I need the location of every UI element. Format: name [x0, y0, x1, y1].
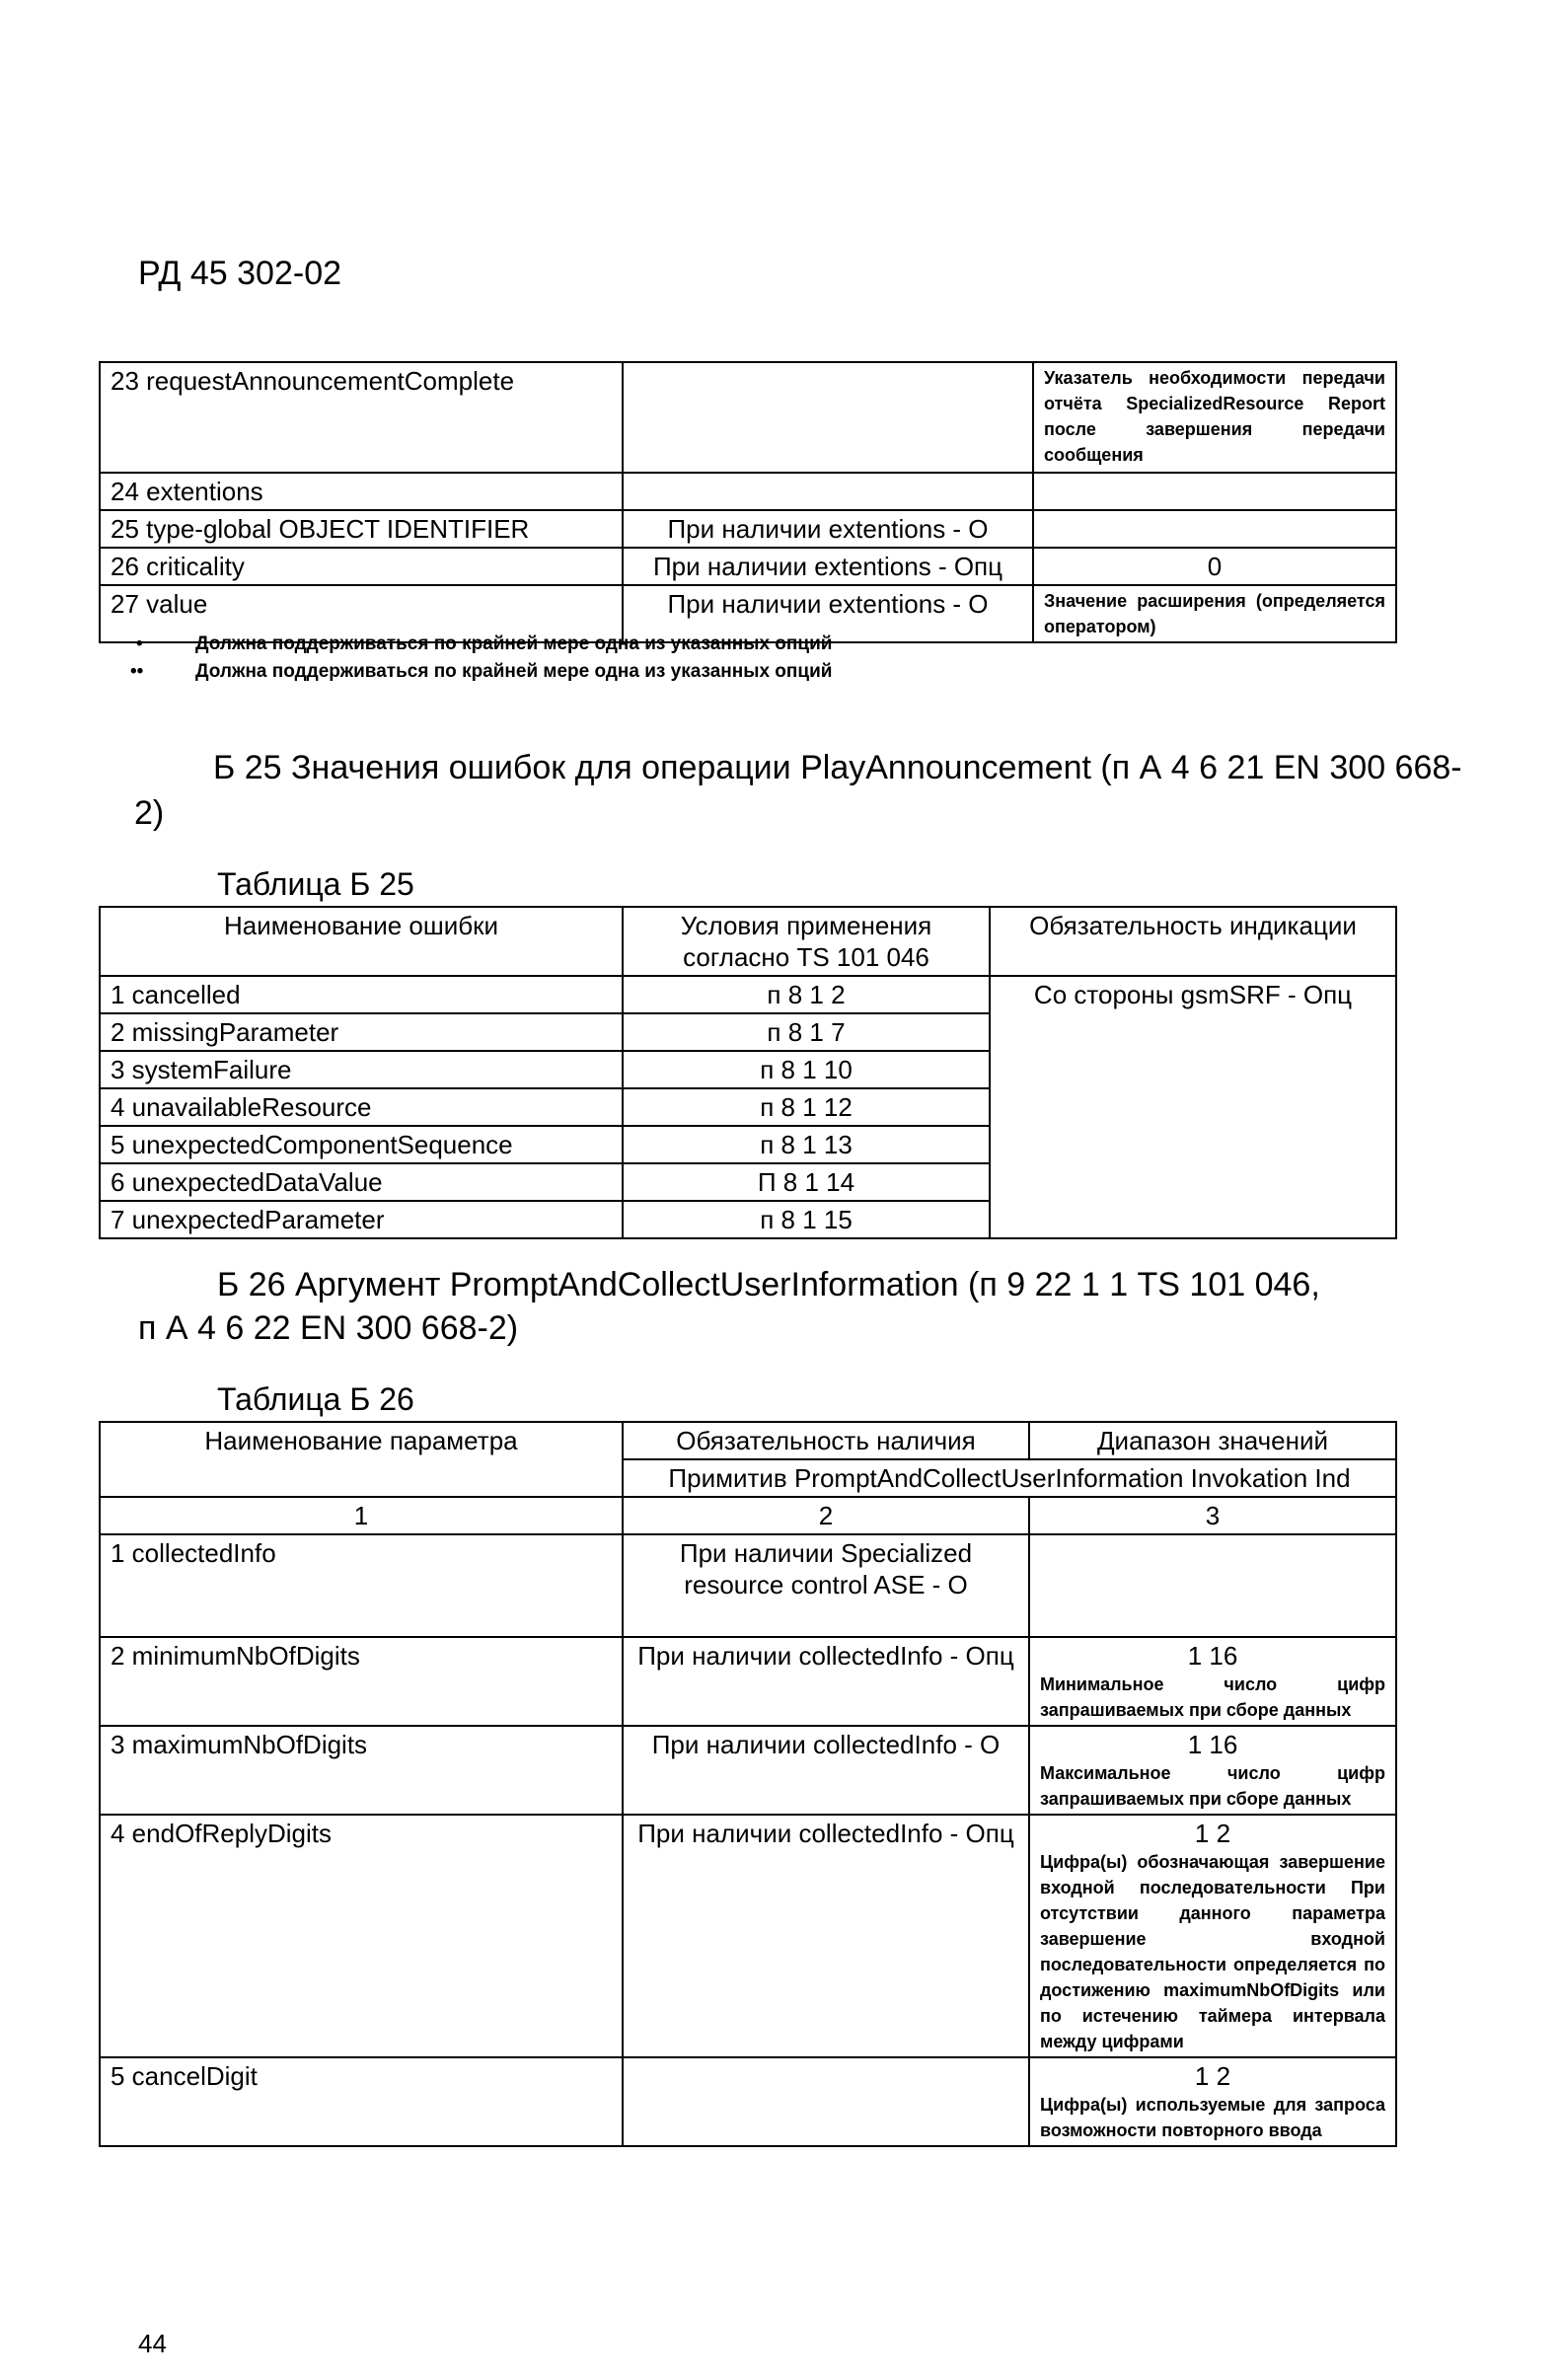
document-code: РД 45 302-02	[138, 255, 342, 292]
range-description: Цифра(ы) используемые для запроса возможности повторного ввода	[1040, 2095, 1385, 2140]
error-condition: п 8 1 2	[623, 976, 990, 1013]
table-number-row	[100, 1497, 1396, 1534]
param-range	[1033, 473, 1396, 510]
param-condition	[623, 473, 1033, 510]
footnote-mark: ••	[130, 661, 144, 682]
table-row	[100, 1815, 1396, 2057]
range-value: 1 16	[1187, 1641, 1238, 1671]
range-value: 1 2	[1194, 2061, 1231, 2091]
column-number: 3	[1029, 1497, 1396, 1534]
table-row	[100, 1534, 1396, 1637]
error-name: 4 unavailableResource	[100, 1088, 623, 1126]
table-row	[100, 548, 1396, 585]
range-description: Максимальное число цифр запрашиваемых при сборе данных	[1040, 1763, 1385, 1809]
param-name: 24 extentions	[100, 473, 623, 510]
param-condition: При наличии extentions - O	[623, 510, 1033, 548]
param-condition: При наличии collectedInfo - O	[623, 1726, 1029, 1815]
error-name: 3 systemFailure	[100, 1051, 623, 1088]
table-row	[100, 2057, 1396, 2146]
table-row	[100, 1726, 1396, 1815]
column-number: 1	[100, 1497, 623, 1534]
param-name: 5 cancelDigit	[100, 2057, 623, 2146]
param-name: 25 type-global OBJECT IDENTIFIER	[100, 510, 623, 548]
table-header-row	[100, 907, 1396, 976]
column-header: Наименование параметра	[100, 1422, 623, 1497]
error-condition: П 8 1 14	[623, 1163, 990, 1201]
section-heading-continuation: п А 4 6 22 EN 300 668-2)	[138, 1309, 519, 1347]
range-description: Цифра(ы) обозначающая завершение входной последовательности При отсутствии данного параметра завершение входной последовательности определяется по достижению maximumNbOfDigits или по истечению таймера интервала между цифрами	[1040, 1852, 1385, 2051]
param-condition: При наличии collectedInfo - Опц	[623, 1815, 1029, 2057]
table-row	[100, 362, 1396, 473]
param-range: 0	[1033, 548, 1396, 585]
param-condition	[623, 362, 1033, 473]
param-range	[1029, 1726, 1396, 1815]
error-condition: п 8 1 15	[623, 1201, 990, 1238]
table-caption: Таблица Б 26	[217, 1381, 414, 1417]
footnote-text: Должна поддерживаться по крайней мере одна из указанных опций	[195, 633, 833, 654]
table-row	[100, 976, 1396, 1013]
error-name: 7 unexpectedParameter	[100, 1201, 623, 1238]
table-header-row	[100, 1422, 1396, 1459]
param-condition: При наличии extentions - O	[623, 585, 1033, 642]
param-range: Значение расширения (определяется оператором)	[1033, 585, 1396, 642]
column-header: Обязательность индикации	[990, 907, 1396, 976]
section-heading: Б 25 Значения ошибок для операции PlayAnnouncement (п А 4 6 21 EN 300 668-	[213, 749, 1462, 786]
param-condition	[623, 2057, 1029, 2146]
error-mandatory: Со стороны gsmSRF - Опц	[990, 976, 1396, 1238]
param-name: 3 maximumNbOfDigits	[100, 1726, 623, 1815]
param-name: 27 value	[100, 585, 623, 642]
error-condition: п 8 1 7	[623, 1013, 990, 1051]
param-name: 4 endOfReplyDigits	[100, 1815, 623, 2057]
column-header: Условия применения согласно TS 101 046	[623, 907, 990, 976]
error-name: 2 missingParameter	[100, 1013, 623, 1051]
table-row	[100, 1637, 1396, 1726]
param-name: 26 criticality	[100, 548, 623, 585]
continuation-table	[99, 361, 1397, 643]
error-condition: п 8 1 12	[623, 1088, 990, 1126]
param-condition: При наличии extentions - Опц	[623, 548, 1033, 585]
param-range: Указатель необходимости передачи отчёта SpecializedResource Report после завершения передачи сообщения	[1033, 362, 1396, 473]
argument-table	[99, 1421, 1397, 2147]
error-condition: п 8 1 13	[623, 1126, 990, 1163]
param-range	[1029, 1815, 1396, 2057]
table-caption: Таблица Б 25	[217, 866, 414, 902]
error-values-table	[99, 906, 1397, 1239]
page-number: 44	[138, 2329, 167, 2358]
section-heading-continuation: 2)	[134, 794, 165, 832]
error-name: 1 cancelled	[100, 976, 623, 1013]
error-name: 5 unexpectedComponentSequence	[100, 1126, 623, 1163]
error-condition: п 8 1 10	[623, 1051, 990, 1088]
primitive-header: Примитив PromptAndCollectUserInformation Invokation Ind	[623, 1459, 1396, 1497]
error-name: 6 unexpectedDataValue	[100, 1163, 623, 1201]
param-name: 23 requestAnnouncementComplete	[100, 362, 623, 473]
footnote-mark: •	[136, 633, 143, 654]
param-name: 2 minimumNbOfDigits	[100, 1637, 623, 1726]
column-header: Диапазон значений	[1029, 1422, 1396, 1459]
param-name: 1 collectedInfo	[100, 1534, 623, 1637]
range-value: 1 2	[1194, 1819, 1231, 1848]
column-header: Обязательность наличия	[623, 1422, 1029, 1459]
param-condition: При наличии collectedInfo - Опц	[623, 1637, 1029, 1726]
section-heading: Б 26 Аргумент PromptAndCollectUserInformation (п 9 22 1 1 TS 101 046,	[217, 1266, 1320, 1303]
range-description: Минимальное число цифр запрашиваемых при сборе данных	[1040, 1674, 1385, 1720]
column-header: Наименование ошибки	[100, 907, 623, 976]
param-range	[1033, 510, 1396, 548]
param-condition: При наличии Specialized resource control ASE - O	[623, 1534, 1029, 1637]
param-range	[1029, 1637, 1396, 1726]
param-range	[1029, 1534, 1396, 1637]
param-range	[1029, 2057, 1396, 2146]
footnote-text: Должна поддерживаться по крайней мере одна из указанных опций	[195, 661, 833, 682]
table-row	[100, 510, 1396, 548]
range-value: 1 16	[1187, 1730, 1238, 1759]
table-row	[100, 473, 1396, 510]
column-number: 2	[623, 1497, 1029, 1534]
